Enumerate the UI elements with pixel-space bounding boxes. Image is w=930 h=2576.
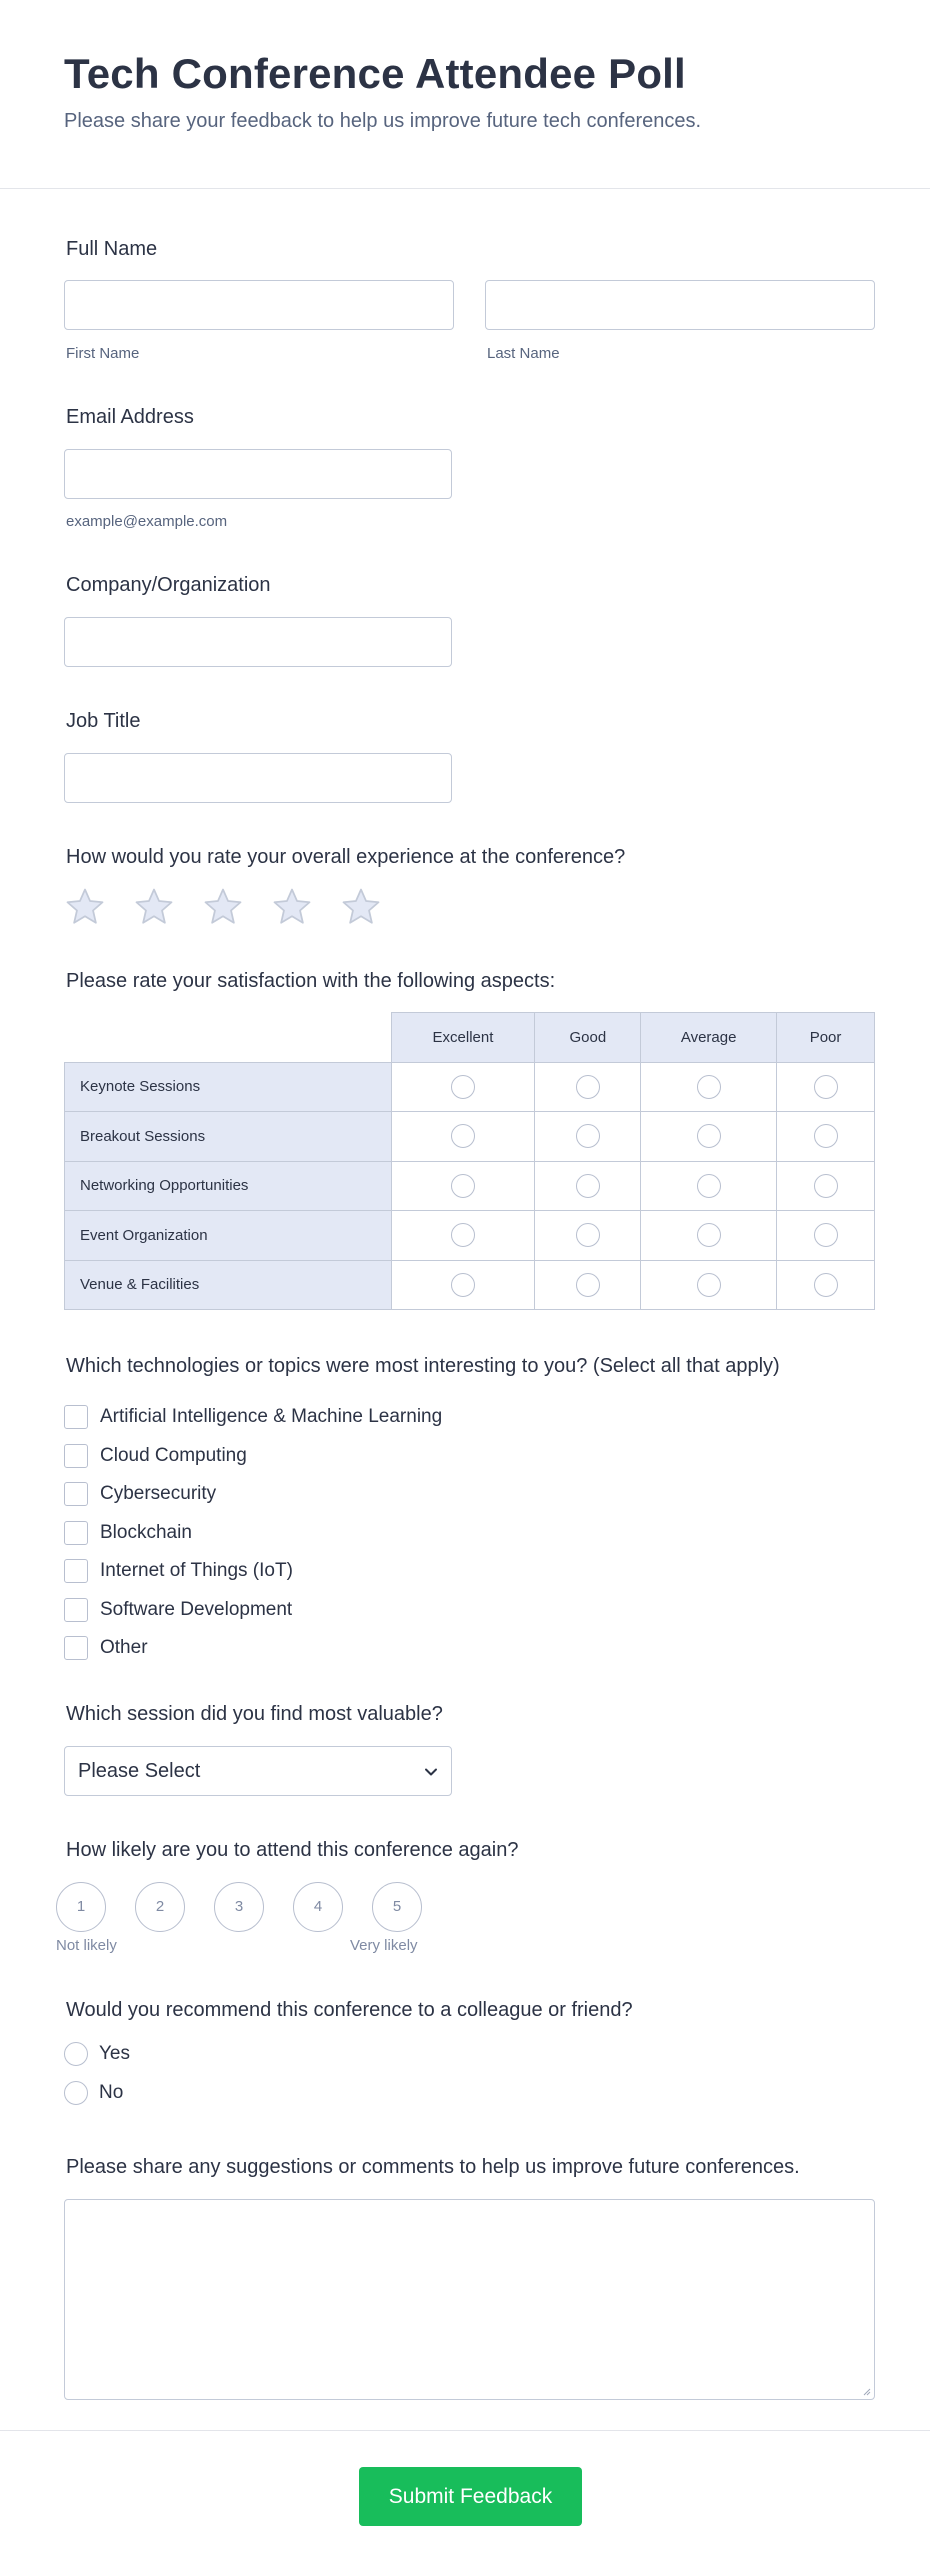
matrix-radio-button[interactable] — [814, 1273, 838, 1297]
matrix-radio-button[interactable] — [576, 1223, 600, 1247]
matrix-row-label: Keynote Sessions — [65, 1062, 392, 1112]
topic-option[interactable] — [64, 1437, 442, 1476]
matrix-cell — [777, 1112, 875, 1162]
matrix-cell — [641, 1062, 777, 1112]
matrix-cell — [777, 1062, 875, 1112]
topic-option[interactable] — [64, 1552, 442, 1591]
matrix-col-excellent: Excellent — [391, 1013, 535, 1063]
matrix-radio-button[interactable] — [814, 1075, 838, 1099]
job-title-label: Job Title — [66, 710, 141, 732]
topic-option[interactable] — [64, 1398, 442, 1437]
recommend-option-no[interactable] — [64, 2081, 123, 2105]
session-label: Which session did you find most valuable? — [66, 1703, 443, 1725]
scale-high-caption: Very likely — [350, 1937, 418, 1954]
matrix-label: Please rate your satisfaction with the following aspects: — [66, 970, 556, 992]
matrix-radio-button[interactable] — [451, 1075, 475, 1099]
company-label: Company/Organization — [66, 574, 271, 596]
matrix-cell — [535, 1062, 641, 1112]
matrix-cell — [641, 1161, 777, 1211]
star-icon[interactable] — [340, 886, 382, 928]
likelihood-label: How likely are you to attend this conference again? — [66, 1839, 519, 1861]
matrix-cell — [641, 1112, 777, 1162]
topic-option-label: Artificial Intelligence & Machine Learning — [100, 1406, 443, 1428]
matrix-cell — [535, 1211, 641, 1261]
matrix-cell — [391, 1062, 535, 1112]
matrix-radio-button[interactable] — [451, 1174, 475, 1198]
star-icon[interactable] — [133, 886, 175, 928]
radio-button[interactable] — [64, 2042, 88, 2066]
email-label: Email Address — [66, 406, 194, 428]
last-name-sublabel: Last Name — [487, 345, 560, 362]
matrix-col-average: Average — [641, 1013, 777, 1063]
matrix-radio-button[interactable] — [576, 1174, 600, 1198]
matrix-row — [65, 1112, 875, 1162]
matrix-row-label: Venue & Facilities — [65, 1260, 392, 1310]
matrix-cell — [391, 1161, 535, 1211]
topics-label: Which technologies or topics were most interesting to you? (Select all that apply) — [66, 1355, 780, 1377]
star-icon[interactable] — [64, 886, 106, 928]
matrix-cell — [535, 1161, 641, 1211]
matrix-radio-button[interactable] — [814, 1174, 838, 1198]
matrix-cell — [391, 1260, 535, 1310]
matrix-cell — [535, 1112, 641, 1162]
first-name-input[interactable] — [64, 280, 454, 330]
matrix-cell — [777, 1211, 875, 1261]
checkbox[interactable] — [64, 1444, 88, 1468]
matrix-radio-button[interactable] — [814, 1124, 838, 1148]
star-rating — [64, 886, 409, 928]
last-name-input[interactable] — [485, 280, 875, 330]
comments-textarea[interactable] — [64, 2199, 875, 2400]
matrix-radio-button[interactable] — [451, 1223, 475, 1247]
matrix-cell — [391, 1211, 535, 1261]
submit-button[interactable]: Submit Feedback — [359, 2467, 582, 2526]
matrix-radio-button[interactable] — [814, 1223, 838, 1247]
scale-option-3[interactable]: 3 — [214, 1882, 264, 1932]
matrix-col-poor: Poor — [777, 1013, 875, 1063]
matrix-cell — [777, 1260, 875, 1310]
matrix-row — [65, 1211, 875, 1261]
matrix-cell — [777, 1161, 875, 1211]
matrix-radio-button[interactable] — [697, 1124, 721, 1148]
scale-low-caption: Not likely — [56, 1937, 117, 1954]
matrix-row-label: Breakout Sessions — [65, 1112, 392, 1162]
topic-option-label: Cloud Computing — [100, 1444, 247, 1466]
first-name-sublabel: First Name — [66, 345, 140, 362]
footer-divider — [0, 2430, 930, 2431]
scale-option-5[interactable]: 5 — [372, 1882, 422, 1932]
matrix-radio-button[interactable] — [451, 1124, 475, 1148]
form-subtitle: Please share your feedback to help us improve future tech conferences. — [64, 110, 702, 132]
matrix-radio-button[interactable] — [451, 1273, 475, 1297]
matrix-cell — [535, 1260, 641, 1310]
scale-option-1[interactable]: 1 — [56, 1882, 106, 1932]
checkbox[interactable] — [64, 1405, 88, 1429]
matrix-row-label: Event Organization — [65, 1211, 392, 1261]
checkbox[interactable] — [64, 1521, 88, 1545]
matrix-row — [65, 1161, 875, 1211]
scale-option-2[interactable]: 2 — [135, 1882, 185, 1932]
checkbox[interactable] — [64, 1559, 88, 1583]
resize-handle-icon[interactable] — [861, 2386, 871, 2396]
comments-label: Please share any suggestions or comments to help us improve future conferences. — [66, 2156, 800, 2178]
checkbox[interactable] — [64, 1636, 88, 1660]
full-name-label: Full Name — [66, 238, 158, 260]
topic-option-label: Internet of Things (IoT) — [100, 1560, 293, 1582]
radio-button[interactable] — [64, 2081, 88, 2105]
matrix-cell — [391, 1112, 535, 1162]
email-sublabel: example@example.com — [66, 513, 228, 530]
recommend-label: Would you recommend this conference to a colleague or friend? — [66, 1999, 633, 2021]
matrix-radio-button[interactable] — [697, 1273, 721, 1297]
topic-option-label: Other — [100, 1637, 148, 1659]
matrix-corner — [65, 1013, 392, 1063]
matrix-row-label: Networking Opportunities — [65, 1161, 392, 1211]
form-header — [0, 0, 930, 189]
topic-option-label: Cybersecurity — [100, 1483, 217, 1505]
email-input[interactable] — [64, 449, 452, 499]
session-select[interactable] — [64, 1746, 452, 1796]
matrix-row — [65, 1062, 875, 1112]
checkbox[interactable] — [64, 1482, 88, 1506]
matrix-header-row — [65, 1013, 875, 1063]
recommend-option-label: No — [99, 2082, 124, 2103]
rating-label: How would you rate your overall experience at the conference? — [66, 846, 626, 868]
matrix-radio-button[interactable] — [576, 1124, 600, 1148]
job-title-input[interactable] — [64, 753, 452, 803]
recommend-option-yes[interactable] — [64, 2042, 130, 2066]
matrix-radio-button[interactable] — [697, 1075, 721, 1099]
matrix-col-good: Good — [535, 1013, 641, 1063]
topic-option[interactable] — [64, 1629, 442, 1668]
matrix-radio-button[interactable] — [576, 1273, 600, 1297]
matrix-row — [65, 1260, 875, 1310]
star-icon[interactable] — [271, 886, 313, 928]
form-title: Tech Conference Attendee Poll — [64, 50, 686, 97]
matrix-radio-button[interactable] — [697, 1174, 721, 1198]
topic-option[interactable] — [64, 1514, 442, 1553]
topic-option[interactable] — [64, 1475, 442, 1514]
matrix-radio-button[interactable] — [697, 1223, 721, 1247]
topic-option-label: Blockchain — [100, 1521, 192, 1543]
company-input[interactable] — [64, 617, 452, 667]
chevron-down-icon — [423, 1764, 439, 1780]
star-icon[interactable] — [202, 886, 244, 928]
topics-checklist — [64, 1398, 442, 1668]
matrix-radio-button[interactable] — [576, 1075, 600, 1099]
recommend-option-label: Yes — [99, 2043, 130, 2064]
scale-option-4[interactable]: 4 — [293, 1882, 343, 1932]
satisfaction-matrix — [64, 1012, 875, 1310]
matrix-cell — [641, 1260, 777, 1310]
session-select-value: Please Select — [78, 1760, 201, 1782]
matrix-cell — [641, 1211, 777, 1261]
topic-option[interactable] — [64, 1591, 442, 1630]
topic-option-label: Software Development — [100, 1598, 293, 1620]
checkbox[interactable] — [64, 1598, 88, 1622]
